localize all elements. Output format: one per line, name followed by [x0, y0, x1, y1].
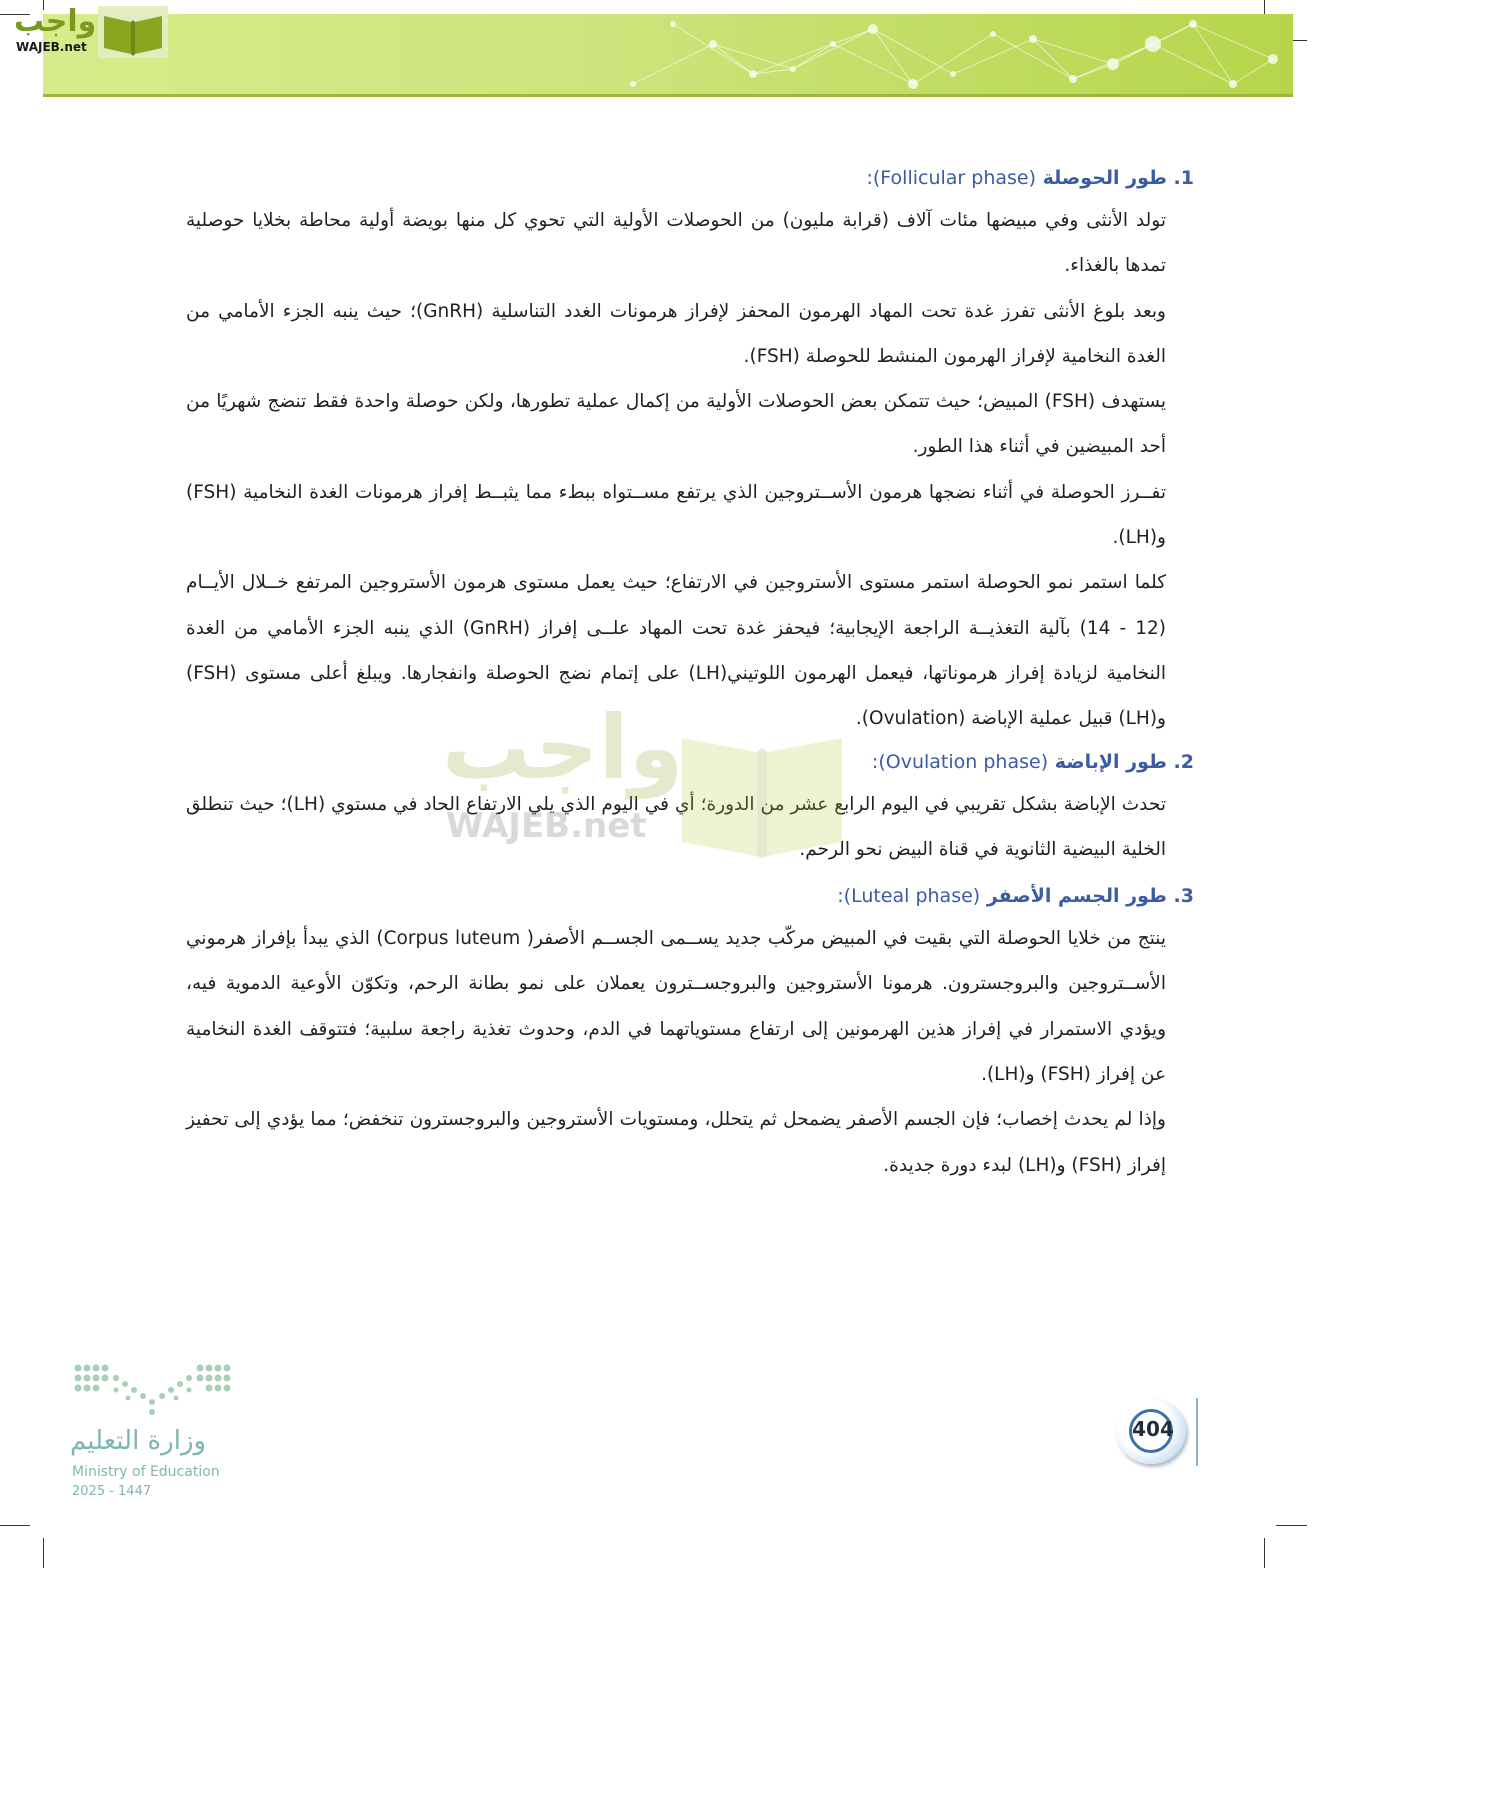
- section-title: طور الإباضة: [1054, 750, 1167, 773]
- ministry-arabic-name: وزارة التعليم: [70, 1426, 207, 1456]
- crop-mark: [1264, 1538, 1265, 1568]
- page-content: [186, 158, 1194, 1188]
- ministry-logo: [70, 1360, 240, 1500]
- crop-mark: [1276, 1525, 1307, 1526]
- ministry-dots-icon: [70, 1360, 235, 1420]
- watermark-latin-text: WAJEB.net: [446, 806, 647, 846]
- edition-year: 2025 - 1447: [72, 1484, 152, 1499]
- page-number-badge: [1116, 1398, 1196, 1466]
- paragraph: تحدث الإباضة بشكل تقريبي في اليوم الرابع عشر من الدورة؛ أي في اليوم الذي يلي الارتفاع الحاد في مستوي (LH)؛ حيث تنطلق الخلية البيضية الثانوية في قناة البيض نحو الرحم.: [186, 793, 1166, 860]
- watermark-arabic-text: واجب: [442, 696, 684, 799]
- paragraph: وإذا لم يحدث إخصاب؛ فإن الجسم الأصفر يضمحل ثم يتحلل، ومستويات الأستروجين والبروجسترون تنخفض؛ مما يؤدي إلى تحفيز إفراز (FSH) و(LH) لبدء دورة جديدة.: [186, 1109, 1166, 1176]
- header-band: [43, 14, 1293, 97]
- wajeb-logo[interactable]: [6, 4, 166, 58]
- section-title-en: (Ovulation phase):: [871, 750, 1049, 773]
- section-title: طور الحوصلة: [1042, 167, 1167, 189]
- network-pattern: [593, 14, 1293, 94]
- book-icon: [98, 6, 168, 58]
- section-heading-luteal: [186, 876, 1194, 916]
- logo-latin-text: WAJEB.net: [16, 40, 87, 54]
- section-title: طور الجسم الأصفر: [986, 885, 1167, 908]
- section-number: 2.: [1173, 750, 1194, 773]
- section-heading-follicular: [186, 158, 1194, 198]
- crop-mark: [0, 1525, 30, 1526]
- paragraph: يستهدف (FSH) المبيض؛ حيث تتمكن بعض الحوصلات الأولية من إكمال عملية تطورها، ولكن حوصلة واحدة فقط تنضج شهريًا من أحد المبيضين في أثناء هذا الطور.: [186, 391, 1166, 458]
- section-title-en: (Luteal phase):: [837, 885, 981, 908]
- paragraph: وبعد بلوغ الأنثى تفرز غدة تحت المهاد الهرمون المحفز لإفراز هرمونات الغدد التناسلية (GnRH)؛ حيث ينبه الجزء الأمامي من الغدة النخامية لإفراز الهرمون المنشط للحوصلة (FSH).: [186, 300, 1166, 367]
- paragraph: تولد الأنثى وفي مبيضها مئات آلاف (قرابة مليون) من الحوصلات الأولية التي تحوي كل منها بويضة أولية محاطة بخلايا حوصلية تمدها بالغذاء.: [186, 210, 1166, 277]
- section-heading-ovulation: [186, 742, 1194, 782]
- paragraph: تفــرز الحوصلة في أثناء نضجها هرمون الأســتروجين الذي يرتفع مســتواه ببطء مما يثبــط إفراز هرمونات الغدة النخامية (FSH) و(LH).: [186, 481, 1166, 549]
- logo-arabic-text: واجب: [14, 4, 97, 39]
- page-number: 404: [1132, 1417, 1174, 1441]
- page-number-bracket: [1190, 1398, 1198, 1466]
- paragraph: ينتج من خلايا الحوصلة التي بقيت في المبيض مركّب جديد يســمى الجســم الأصفر( Corpus luteum) الذي يبدأ بإفراز هرموني الأســتروجين والبروجسترون. هرمونا الأستروجين والبروجســترون يعملان على نمو بطانة الرحم، وتكوّن الأوعية الدموية فيه، ويؤدي الاستمرار في إفراز هذين الهرمونين إلى ارتفاع مستوياتهما في الدم، وحدوث تغذية راجعة سلبية؛ فتتوقف الغدة النخامية عن إفراز (FSH) و(LH).: [186, 928, 1167, 1086]
- crop-mark: [43, 1538, 44, 1568]
- section-number: 3.: [1173, 885, 1194, 908]
- section-title-en: (Follicular phase):: [866, 167, 1037, 189]
- paragraph: كلما استمر نمو الحوصلة استمر مستوى الأستروجين في الارتفاع؛ حيث يعمل مستوى هرمون الأستروجين المرتفع خــلال الأيــام (12 - 14) بآلية التغذيــة الراجعة الإيجابية؛ فيحفز غدة تحت المهاد علــى إفراز (GnRH) الذي ينبه الجزء الأمامي من الغدة النخامية لزيادة إفراز هرموناتها، فيعمل الهرمون اللوتيني(LH) على إتمام نضج الحوصلة وانفجارها. ويبلغ أعلى مستوى (FSH) و(LH) قبيل عملية الإباضة (Ovulation).: [186, 572, 1166, 730]
- ministry-english-name: Ministry of Education: [72, 1464, 220, 1480]
- section-number: 1.: [1173, 167, 1194, 189]
